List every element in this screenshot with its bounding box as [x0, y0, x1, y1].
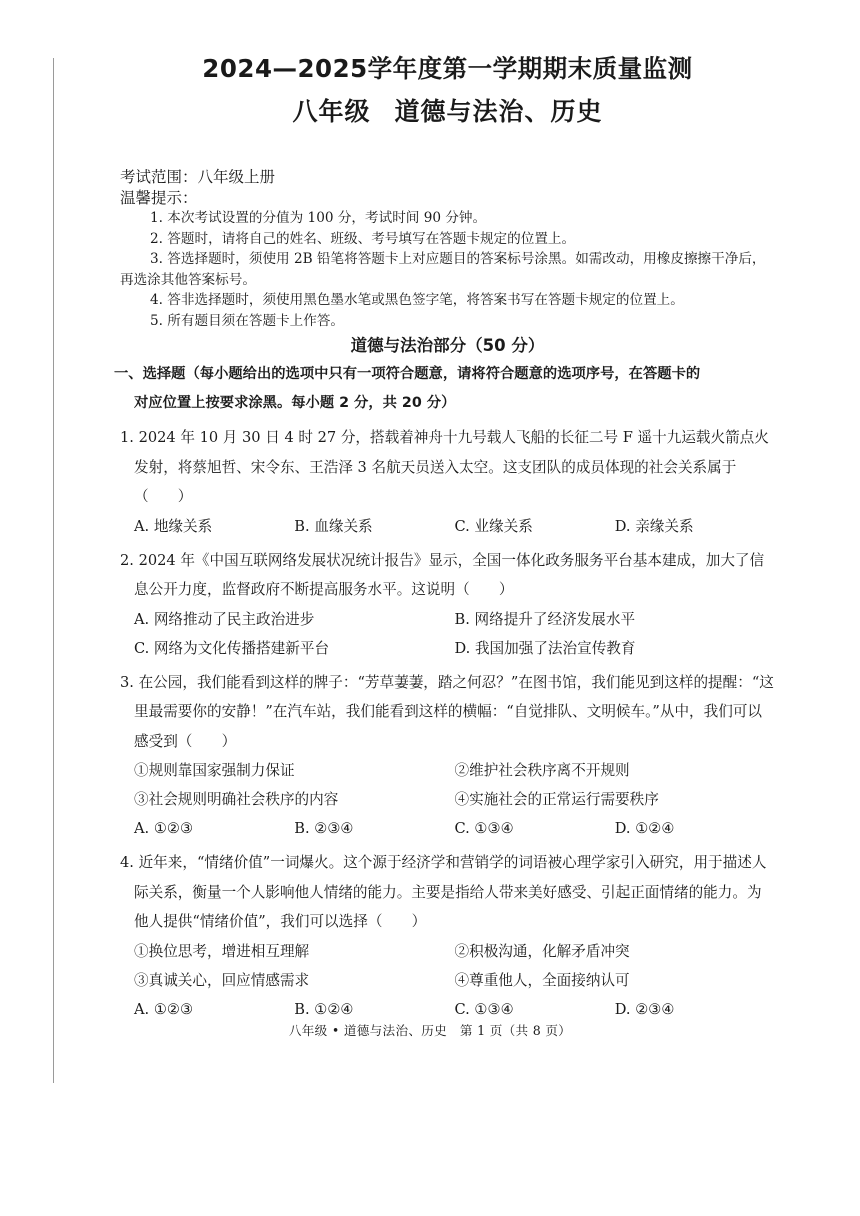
tip-item: 5. 所有题目须在答题卡上作答。 [150, 312, 345, 329]
tips-heading: 温馨提示： [120, 189, 198, 208]
exam-title: 2024—2025学年度第一学期期末质量监测 [202, 54, 693, 83]
option-d: D. ②③④ [614, 1000, 675, 1018]
statement-item: ①换位思考，增进相互理解 [134, 942, 310, 960]
option-b: B. 网络提升了经济发展水平 [454, 610, 636, 628]
statement-list [120, 756, 775, 814]
exam-subtitle [120, 97, 775, 127]
grade-label: 八年级 [292, 97, 371, 127]
answer-options [120, 814, 775, 843]
option-c: C. ①③④ [454, 820, 514, 838]
statement-item: ④尊重他人，全面接纳认可 [454, 971, 630, 989]
statement-item: ③真诚关心，回应情感需求 [134, 971, 310, 989]
tip-item: 4. 答非选择题时，须使用黑色墨水笔或黑色签字笔，将答案书写在答题卡规定的位置上。 [150, 292, 684, 309]
statement-list [120, 937, 775, 995]
exam-page [114, 52, 775, 1024]
question-stem: 3. 在公园，我们能看到这样的牌子：“芳草萋萋，踏之何忍？”在图书馆，我们能见到这样的提醒：“这里最需要你的安静！”在汽车站，我们能看到这样的横幅：“自觉排队、文明候车。”从中，我们可以感受到（ ） [120, 673, 774, 750]
statement-item: ③社会规则明确社会秩序的内容 [134, 791, 339, 809]
tip-item: 1. 本次考试设置的分值为 100 分，考试时间 90 分钟。 [150, 210, 487, 227]
answer-options [120, 605, 775, 663]
statement-item: ④实施社会的正常运行需要秩序 [454, 791, 659, 809]
page-footer: 八年级 • 道德与法治、历史 第 1 页（共 8 页） [288, 1023, 572, 1038]
statement-item: ②维护社会秩序离不开规则 [454, 762, 630, 780]
statement-item: ①规则靠国家强制力保证 [134, 762, 295, 780]
option-b: B. ②③④ [294, 820, 354, 838]
question-stem: 2. 2024 年《中国互联网络发展状况统计报告》显示，全国一体化政务服务平台基本建成，加大了信息公开力度，监督政府不断提高服务水平。这说明（ ） [120, 551, 765, 599]
option-c: C. 网络为文化传播搭建新平台 [134, 639, 330, 657]
option-b: B. 血缘关系 [294, 517, 373, 535]
option-d: D. ①②④ [614, 820, 675, 838]
question-3 [120, 668, 775, 844]
option-d: D. 我国加强了法治宣传教育 [454, 639, 636, 657]
question-2 [120, 546, 775, 663]
option-a: A. 网络推动了民主政治进步 [134, 610, 315, 628]
question-1 [120, 423, 775, 541]
option-c: C. 业缘关系 [454, 517, 533, 535]
question-stem: 1. 2024 年 10 月 30 日 4 时 27 分，搭载着神舟十九号载人飞船的长征二号 F 遥十九运载火箭点火发射，将蔡旭哲、宋令东、王浩泽 3 名航天员送入太空。这支团队的成员体现的社会关系属于（ ） [120, 429, 769, 506]
subject-label: 道德与法治、历史 [394, 97, 603, 127]
part-heading-line2: 对应位置上按要求涂黑。每小题 2 分，共 20 分） [134, 395, 456, 412]
option-b: B. ①②④ [294, 1000, 354, 1018]
part-heading-line1: 一、选择题（每小题给出的选项中只有一项符合题意，请将符合题意的选项序号，在答题卡的 [114, 366, 701, 383]
question-stem: 4. 近年来，“情绪价值”一词爆火。这个源于经济学和营销学的词语被心理学家引入研究，用于描述人际关系，衡量一个人影响他人情绪的能力。主要是指给人带来美好感受、引起正面情绪的能力。为他人提供“情绪价值”，我们可以选择（ ） [120, 854, 767, 931]
tip-item: 3. 答选择题时，须使用 2B 铅笔将答题卡上对应题目的答案标号涂黑。如需改动，用橡皮擦擦干净后，再选涂其他答案标号。 [120, 251, 766, 288]
section-title: 道德与法治部分（50 分） [350, 336, 545, 356]
option-d: D. 亲缘关系 [614, 517, 694, 535]
option-a: A. 地缘关系 [134, 517, 213, 535]
option-a: A. ①②③ [134, 1000, 194, 1018]
question-4 [120, 848, 775, 1024]
answer-options [120, 512, 775, 541]
tip-item: 2. 答题时，请将自己的姓名、班级、考号填写在答题卡规定的位置上。 [150, 230, 576, 247]
option-c: C. ①③④ [454, 1000, 514, 1018]
margin-rule [53, 58, 54, 1083]
part-heading [114, 360, 775, 418]
exam-scope: 考试范围：八年级上册 [120, 168, 276, 187]
option-a: A. ①②③ [134, 820, 194, 838]
statement-item: ②积极沟通，化解矛盾冲突 [454, 942, 630, 960]
